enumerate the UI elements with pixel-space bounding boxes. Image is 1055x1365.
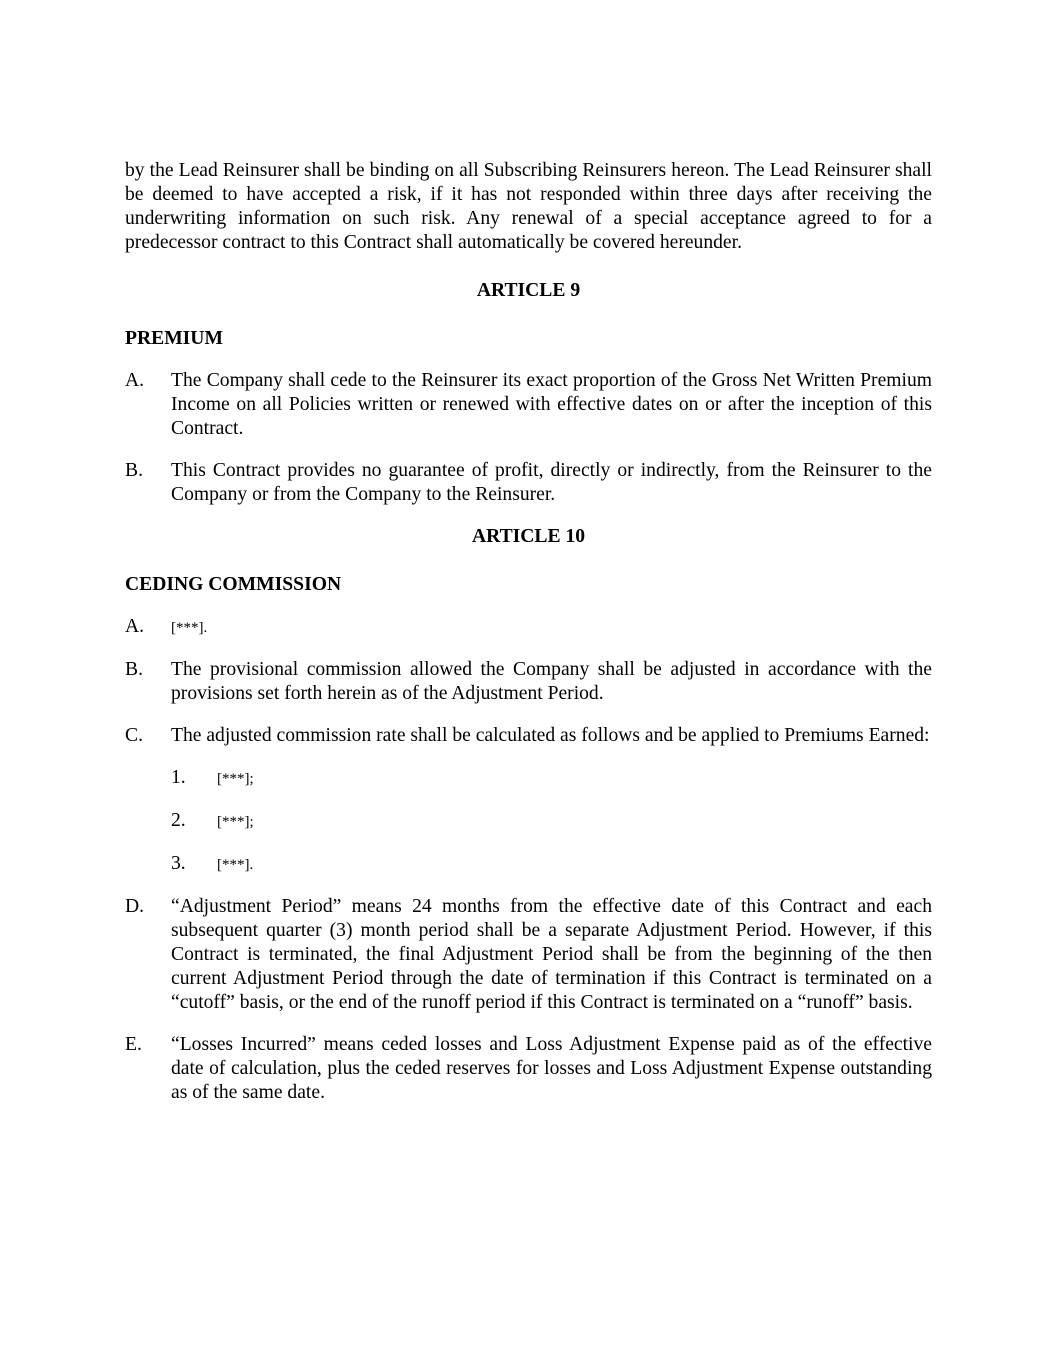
commission-item-a — [125, 615, 932, 640]
item-marker: D. — [125, 896, 145, 917]
item-text: The adjusted commission rate shall be calculated as follows and be applied to Premiums Earned: — [171, 725, 930, 746]
redacted-text: [***]. — [217, 857, 254, 873]
document-page — [125, 159, 932, 1105]
item-marker: A. — [125, 370, 145, 391]
ceding-commission-title: CEDING COMMISSION — [125, 574, 342, 595]
item-marker: A. — [125, 616, 145, 637]
article-10-heading: ARTICLE 10 — [471, 526, 586, 547]
premium-item-a — [125, 369, 932, 441]
commission-subitem-2 — [125, 809, 932, 834]
commission-item-e — [125, 1033, 932, 1105]
item-marker: B. — [125, 659, 143, 680]
subitem-marker: 3. — [171, 853, 186, 874]
redacted-text: [***]; — [217, 771, 254, 787]
commission-subitem-3 — [125, 852, 932, 877]
item-text: “Adjustment Period” means 24 months from the effective date of this Contract and each subsequent quarter (3) month period shall be a separate Adjustment Period. However, if this Contract is terminated, the final Adjustment Period shall be from the beginning of the then current Adjustment Period through the date of termination if this Contract is terminated on a “cutoff” basis, or the end of the runoff period if this Contract is terminated on a “runoff” basis. — [171, 896, 932, 1013]
item-text: The provisional commission allowed the Company shall be adjusted in accordance with the provisions set forth herein as of the Adjustment Period. — [171, 659, 932, 704]
commission-item-d — [125, 895, 932, 1015]
intro-paragraph: by the Lead Reinsurer shall be binding on all Subscribing Reinsurers hereon. The Lead Reinsurer shall be deemed to have accepted a risk, if it has not responded within three days after receiving the underwriting information on such risk. Any renewal of a special acceptance agreed to for a predecessor contract to this Contract shall automatically be covered hereunder. — [125, 160, 932, 253]
premium-title: PREMIUM — [125, 328, 223, 349]
item-marker: B. — [125, 460, 143, 481]
subitem-marker: 2. — [171, 810, 186, 831]
item-text: The Company shall cede to the Reinsurer its exact proportion of the Gross Net Written Premium Income on all Policies written or renewed with effective dates on or after the inception of this Contract. — [171, 370, 932, 439]
redacted-text: [***]; — [217, 814, 254, 830]
item-marker: E. — [125, 1034, 142, 1055]
redacted-text: [***]. — [171, 620, 208, 636]
commission-subitem-1 — [125, 766, 932, 791]
item-marker: C. — [125, 725, 143, 746]
subitem-marker: 1. — [171, 767, 186, 788]
commission-item-b — [125, 658, 932, 706]
commission-item-c — [125, 724, 932, 748]
article-9-heading: ARTICLE 9 — [476, 280, 581, 301]
premium-item-b — [125, 459, 932, 507]
item-text: This Contract provides no guarantee of profit, directly or indirectly, from the Reinsurer to the Company or from the Company to the Reinsurer. — [171, 460, 932, 505]
item-text: “Losses Incurred” means ceded losses and Loss Adjustment Expense paid as of the effective date of calculation, plus the ceded reserves for losses and Loss Adjustment Expense outstanding as of the same date. — [171, 1034, 932, 1103]
